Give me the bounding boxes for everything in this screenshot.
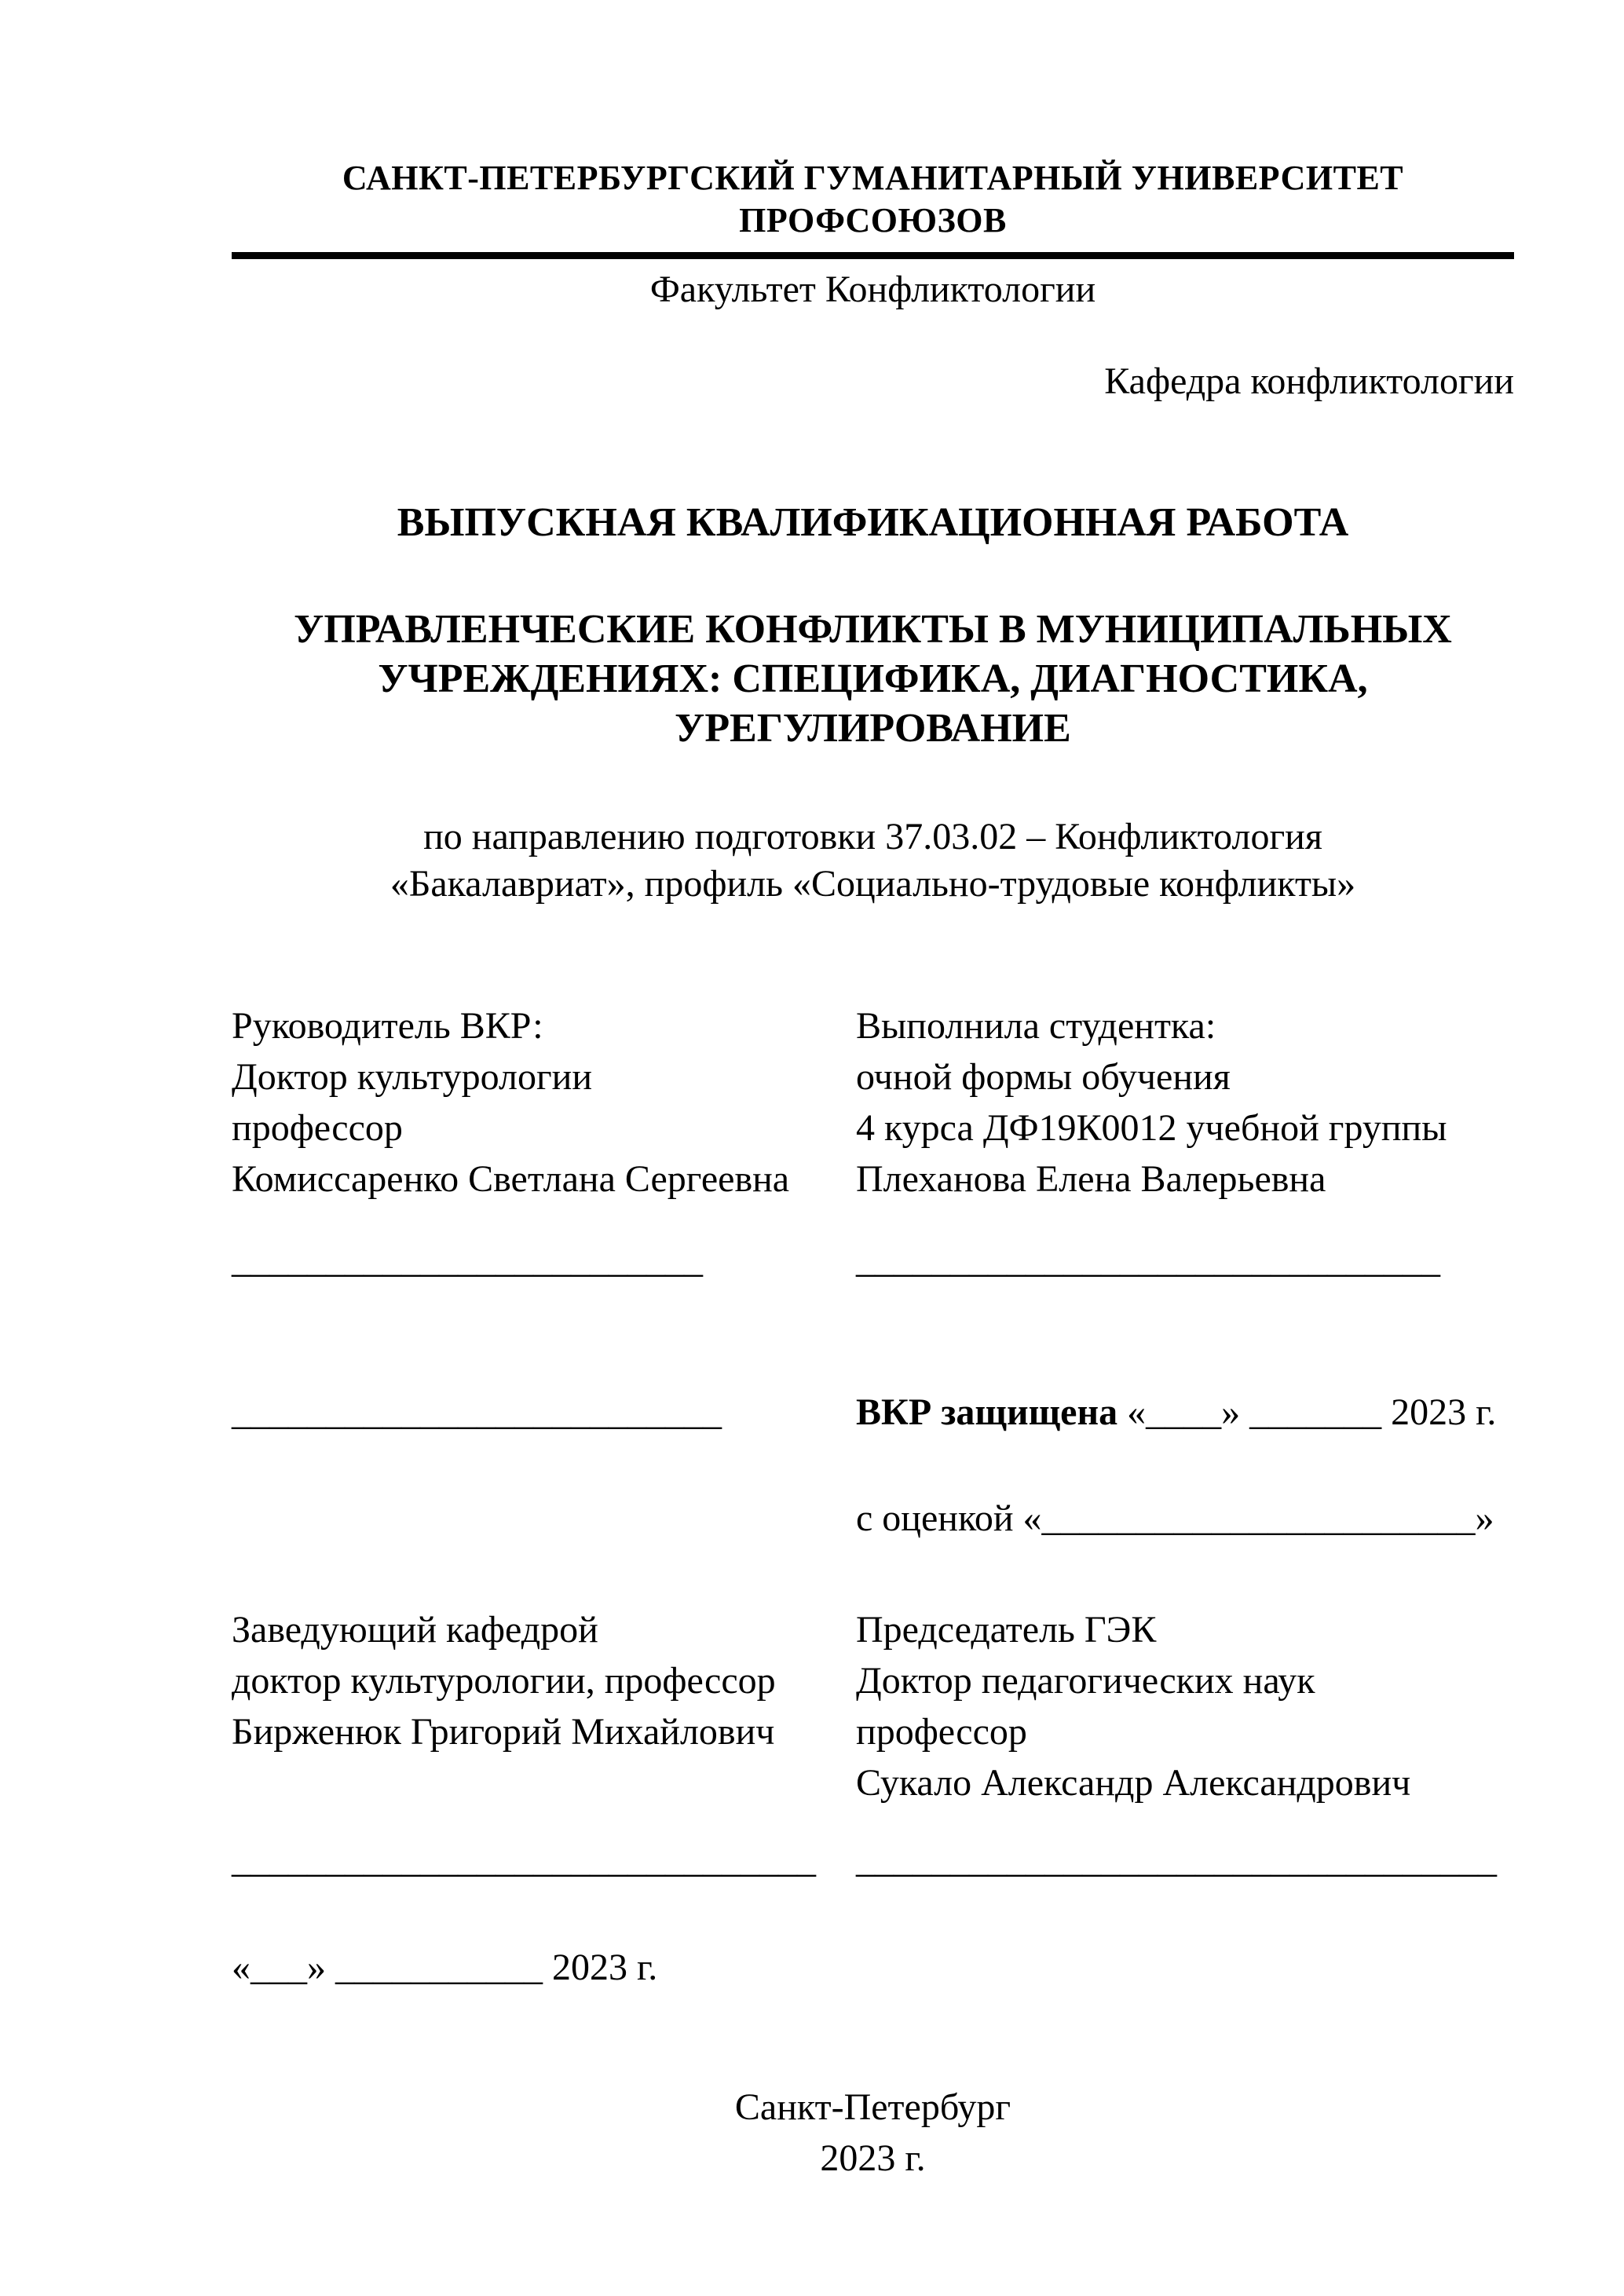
approval-date-line: «___» ___________ 2023 г.: [232, 1947, 658, 1988]
student-signature-line: _______________________________: [856, 1239, 1440, 1281]
footer: [232, 2082, 1514, 2184]
signature-row-2: [232, 1834, 1514, 1885]
grade-row-spacer: [232, 1493, 856, 1544]
signature-row-1: [232, 1234, 1514, 1285]
department-name: Кафедра конфликтологии: [1104, 360, 1514, 402]
faculty-name: Факультет Конфликтологии: [649, 269, 1096, 310]
supervisor-signature-line: _________________________: [232, 1239, 703, 1281]
student-name: Плеханова Елена Валерьевна: [856, 1158, 1326, 1200]
defense-date-line: [856, 1387, 1514, 1438]
defense-row: [232, 1387, 1514, 1438]
gec-chair-signature-line: __________________________________: [856, 1839, 1497, 1881]
student-role: Выполнила студентка:: [856, 1005, 1216, 1047]
gec-chair-name: Сукало Александр Александрович: [856, 1762, 1411, 1804]
program-info: [232, 813, 1514, 908]
supervisor-degree: Доктор культурологии: [232, 1056, 593, 1098]
head-of-department-signature-line: _______________________________: [232, 1839, 816, 1881]
supervisor-name: Комиссаренко Светлана Сергеевна: [232, 1158, 790, 1200]
head-of-department-name: Бирженюк Григорий Михайлович: [232, 1711, 775, 1753]
work-type-heading: ВЫПУСКНАЯ КВАЛИФИКАЦИОННАЯ РАБОТА: [397, 500, 1349, 545]
defense-date-blank: «____» _______ 2023 г.: [1117, 1391, 1497, 1433]
thesis-title-line-1: УПРАВЛЕНЧЕСКИЕ КОНФЛИКТЫ В МУНИЦИПАЛЬНЫХ: [294, 607, 1452, 652]
head-of-department-column: [232, 1604, 856, 1808]
program-direction: по направлению подготовки 37.03.02 – Конфликтология: [423, 816, 1322, 857]
supervisor-rank: профессор: [232, 1107, 403, 1149]
supervisor-signature-line-2: __________________________: [232, 1391, 722, 1433]
footer-city: Санкт-Петербург: [734, 2086, 1011, 2128]
officials-block: [232, 1604, 1514, 1808]
university-name: САНКТ-ПЕТЕРБУРГСКИЙ ГУМАНИТАРНЫЙ УНИВЕРСИТЕТ ПРОФСОЮЗОВ: [232, 157, 1514, 259]
student-study-form: очной формы обучения: [856, 1056, 1231, 1098]
thesis-title-line-2: УЧРЕЖДЕНИЯХ: СПЕЦИФИКА, ДИАГНОСТИКА,: [378, 656, 1368, 701]
grade-row: [232, 1493, 1514, 1544]
gec-chair-role: Председатель ГЭК: [856, 1609, 1157, 1651]
grade-line: с оценкой «_______________________»: [856, 1497, 1494, 1539]
student-column: [856, 1000, 1514, 1205]
head-of-department-role: Заведующий кафедрой: [232, 1609, 598, 1651]
supervisor-column: [232, 1000, 856, 1205]
thesis-title: [232, 605, 1514, 753]
supervisor-role: Руководитель ВКР:: [232, 1005, 543, 1047]
gec-chair-column: [856, 1604, 1514, 1808]
student-group: 4 курса ДФ19К0012 учебной группы: [856, 1107, 1447, 1149]
footer-year: 2023 г.: [820, 2137, 926, 2179]
gec-chair-degree: Доктор педагогических наук: [856, 1660, 1315, 1702]
supervisor-student-block: [232, 1000, 1514, 1205]
head-of-department-degree: доктор культурологии, профессор: [232, 1660, 776, 1702]
defense-label: ВКР защищена: [856, 1391, 1118, 1433]
gec-chair-rank: профессор: [856, 1711, 1027, 1753]
program-profile: «Бакалавриат», профиль «Социально-трудовые конфликты»: [390, 863, 1356, 905]
thesis-title-line-3: УРЕГУЛИРОВАНИЕ: [675, 706, 1071, 751]
